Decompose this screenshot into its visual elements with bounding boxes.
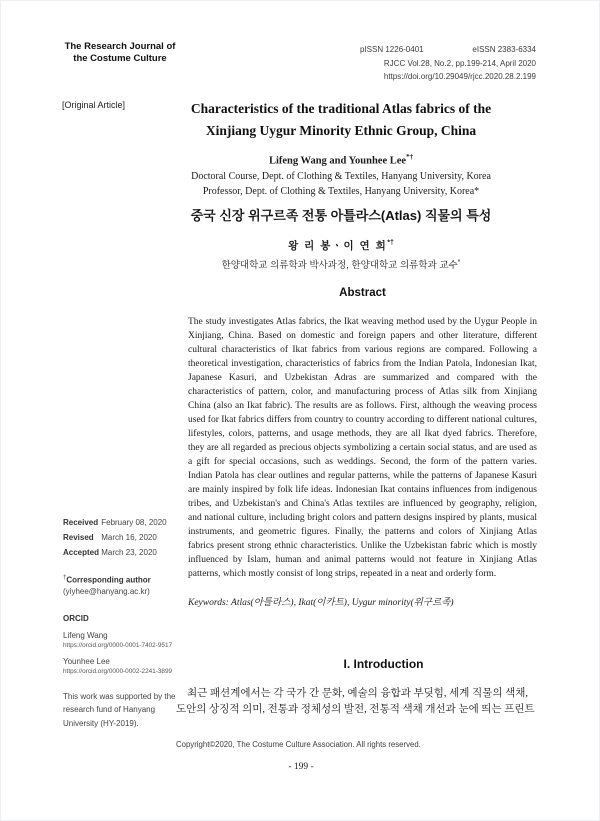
received-row: [63, 515, 179, 530]
issn-row: [360, 43, 536, 57]
funding-note: This work was supported by the research fund of Hanyang University (HY-2019).: [63, 691, 176, 728]
orcid-name: Younhee Lee: [63, 656, 110, 666]
article-title-line-2: Xinjiang Uygur Minority Ethnic Group, China: [205, 123, 477, 138]
affiliation-line-1: Doctoral Course, Dept. of Clothing & Textiles, Hanyang University, Korea: [191, 170, 491, 182]
keywords-label: Keywords:: [188, 598, 229, 608]
orcid-url-link[interactable]: https://orcid.org/0000-0002-2241-3899: [63, 667, 173, 675]
korean-title-block: [141, 207, 541, 271]
introduction-section: [176, 657, 591, 718]
corresponding-author-note: [63, 573, 179, 598]
korean-authors-line: [141, 238, 541, 253]
volume-info: RJCC Vol.28, No.2, pp.199-214, April 2020: [383, 58, 536, 68]
orcid-url-link[interactable]: https://orcid.org/0000-0001-7402-9517: [63, 641, 173, 649]
introduction-heading: I. Introduction: [343, 657, 424, 671]
accepted-label: Accepted: [63, 548, 100, 557]
page-number: - 199 -: [288, 762, 314, 772]
header-meta: [360, 43, 536, 84]
authors-line: [141, 150, 541, 169]
received-date: February 08, 2020: [101, 518, 167, 527]
article-type-label: [Original Article]: [62, 100, 126, 110]
accepted-row: [63, 545, 179, 560]
keywords-line: [188, 594, 537, 608]
korean-title: 중국 신장 위구르족 전통 아틀라스(Atlas) 직물의 특성: [190, 208, 492, 223]
authors-superscript: *†: [406, 153, 414, 161]
abstract-text: The study investigates Atlas fabrics, the Ikat weaving method used by the Uygur People in Xinjiang, China. Based on domestic and foreign papers and other literature, different cultural characteristics of Ikat fabrics from various regions are compared. Following a theoretical investigation, characteristics of fabrics from the Indian Patola, Indonesian Ikat, Japanese Kasuri, and Uzbekistan Adras are summarized and compared with the characteristics of pattern, color, and manufacturing process of Atlas silk from Xinjiang China (also an Ikat fabric). The results are as follows. First, although the weaving process used for Ikat fabrics differs from country to country according to different national cultures, lifestyles, colors, patterns, and usage methods, they are all Ikat dyed fabrics. Therefore, they are all regarded as precious objects symbolizing a certain social status, and are used as a gift for special occasions, such as weddings. Second, the form of the pattern varies. Indian Patola has clear outlines and regular patterns, while the patterns of Japanese Kasuri are mainly inspired by folk life ideas. Indonesian Ikat contains influences from indigenous tribes, and Uzbekistan's and China's Atlas textiles are influenced by geography, religion, and national culture, including bright colors and pattern designs inspired by plants, musical instruments, and geometric figures. Finally, the patterns and colors of Xinjiang Atlas fabrics present strong ethnic characteristics. Unlike the Uzbekistan fabric which is mostly influenced by Islam, human and animal patterns would not feature in Xinjiang Atlas patterns, which mostly consist of long strips, repeated in a neat and orderly form.: [188, 317, 537, 579]
article-info-sidebar: [63, 515, 179, 730]
korean-affiliation-superscript: *: [457, 258, 461, 266]
orcid-entry: [63, 657, 179, 677]
revised-label: Revised: [63, 533, 94, 542]
copyright-notice: Copyright©2020, The Costume Culture Association. All rights reserved.: [176, 740, 421, 749]
corresponding-author-label: [63, 573, 179, 586]
orcid-block: [63, 613, 179, 677]
article-title-line-1: Characteristics of the traditional Atlas fabrics of the: [190, 101, 492, 116]
korean-affiliation: [141, 257, 541, 271]
orcid-heading: ORCID: [63, 613, 89, 623]
abstract-heading: Abstract: [339, 287, 386, 299]
orcid-name: Lifeng Wang: [63, 630, 108, 640]
doi-link[interactable]: https://doi.org/10.29049/rjcc.2020.28.2.199: [383, 72, 536, 81]
accepted-date: March 23, 2020: [101, 548, 157, 557]
authors-text: Lifeng Wang and Younhee Lee: [268, 155, 407, 167]
revised-row: [63, 530, 179, 545]
keywords-text: Atlas(아틀라스), Ikat(이카트), Uygur minority(위구르족): [231, 598, 454, 608]
affiliation-line-2: Professor, Dept. of Clothing & Textiles, Hanyang University, Korea*: [202, 185, 480, 197]
corresponding-label-text: Corresponding author: [66, 575, 151, 585]
pissn-text: pISSN 1226-0401: [360, 45, 424, 54]
journal-name: [61, 41, 179, 65]
introduction-line-2: 도안의 상징적 의미, 전통과 정체성의 발전, 전통적 색채 개선과 눈에 띄는 프린트: [176, 704, 535, 715]
abstract-section: [188, 287, 537, 608]
korean-authors-text: 왕 리 봉ㆍ이 연 희: [288, 240, 388, 252]
introduction-line-1: 최근 패션계에서는 각 국가 간 문화, 예술의 융합과 부딪힘, 세계 직물의 색채,: [187, 688, 529, 699]
journal-name-line-2: the Costume Culture: [73, 53, 167, 64]
corresponding-dagger: †: [63, 575, 67, 581]
eissn-text: eISSN 2383-6334: [472, 45, 536, 54]
journal-name-line-1: The Research Journal of: [64, 41, 176, 52]
revised-date: March 16, 2020: [101, 533, 157, 542]
orcid-entry: [63, 631, 179, 651]
introduction-paragraph: [176, 686, 591, 718]
article-title-block: [141, 98, 541, 199]
received-label: Received: [63, 518, 99, 527]
korean-authors-superscript: *†: [387, 239, 394, 247]
korean-affiliation-text: 한양대학교 의류학과 박사과정, 한양대학교 의류학과 교수: [221, 260, 458, 271]
corresponding-email[interactable]: (yiyhee@hanyang.ac.kr): [63, 587, 150, 597]
